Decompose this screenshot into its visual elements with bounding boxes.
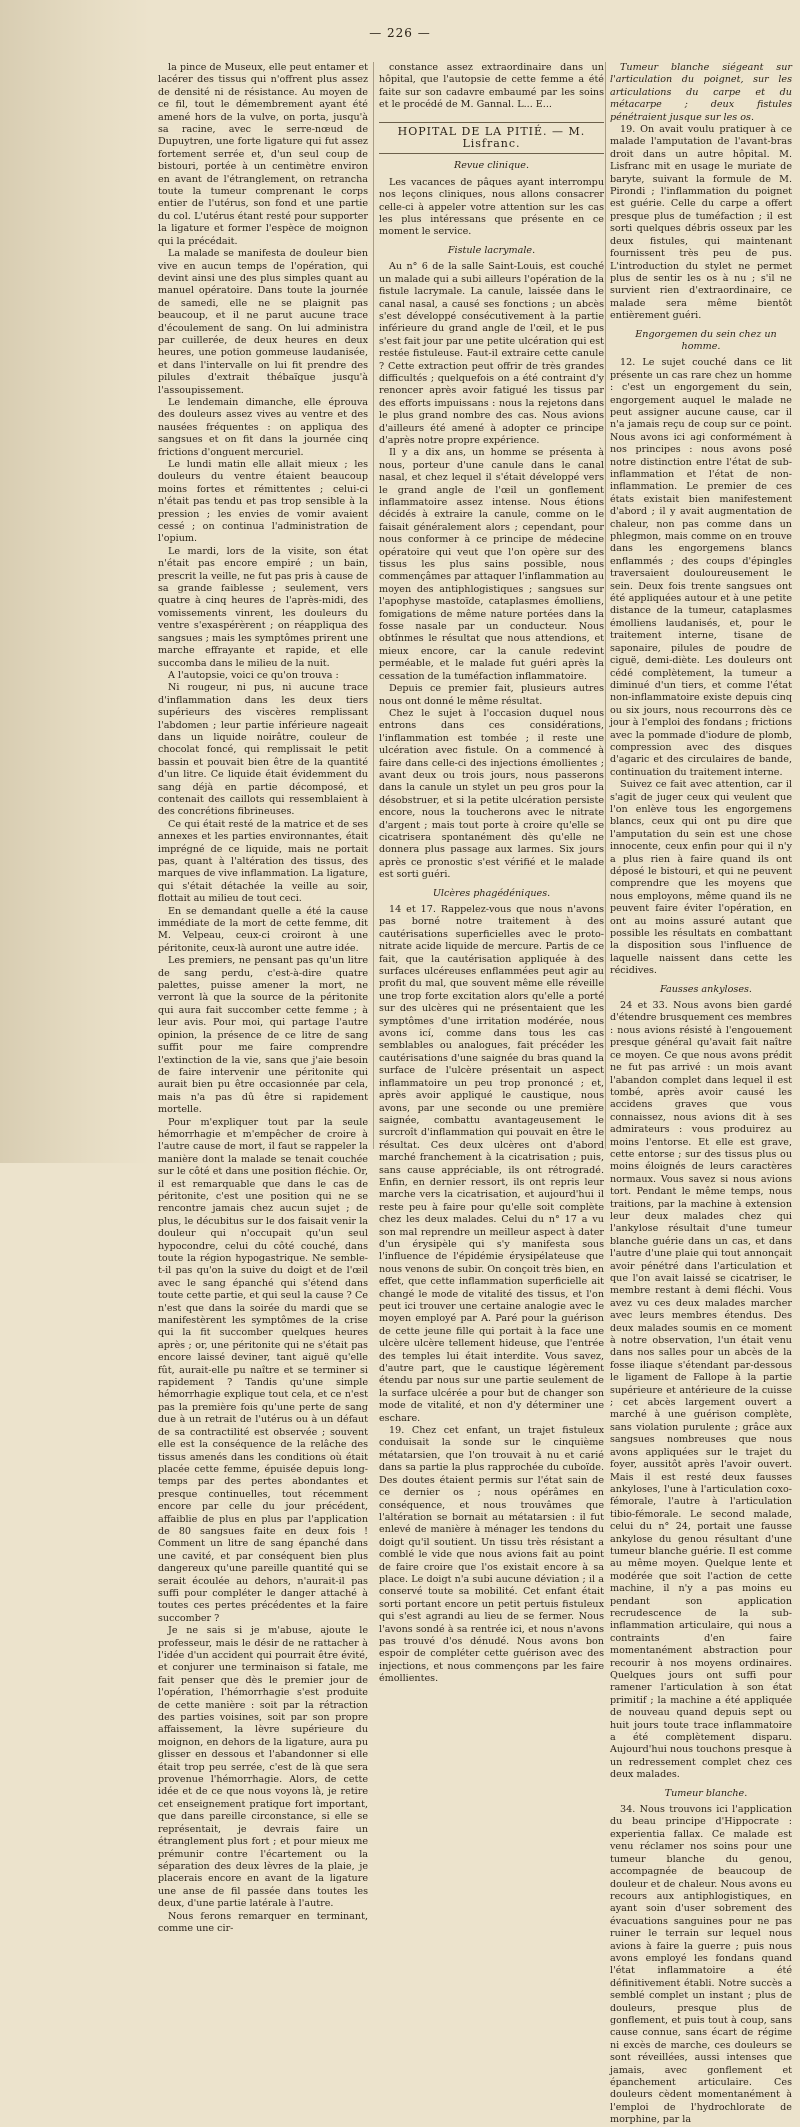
paragraph: 19. Chez cet enfant, un trajet fistuleux conduisait la sonde sur le cinquième métatarsien, que l'on trouvait à nu et carié dans sa partie la plus rapprochée du cuboïde. Des doutes étaient permis sur l'état sain de ce dernier os ; nous opérâmes en conséquence, et nous trouvâmes que l'altération se bornait au métatarsien : il fut enlevé de manière à ménager les tendons du doigt qu'il soutient. Un tissu très résistant a comblé le vide que nous avions fait au point de faire croire que l'os existait encore à sa place. Le doigt n'a subi aucune déviation ; il a conservé toute sa mobilité. Cet enfant était sorti portant encore un petit pertuis fistuleux qui s'est agrandi au lieu de se fermer. Nous l'avons sondé à sa rentrée ici, et nous n'avons pas trouvé d'os dénudé. Nous avons bon espoir de compléter cette guérison avec des injections, et nous commençons par les faire émollientes. bbox=[379, 1425, 604, 1685]
paragraph: 34. Nous trouvons ici l'application du beau principe d'Hippocrate : experientia fallax. Ce malade est venu réclamer nos soins pour une tumeur blanche du genou, accompagnée de beaucoup de douleur et de chaleur. Nous avons eu recours aux antiphlogistiques, en ayant soin d'user sobrement des évacuations sanguines pour ne pas ruiner le terrain sur lequel nous avions à faire la guerre ; puis nous avons employé les fondans quand l'état inflammatoire a été définitivement établi. Notre succès a semblé complet un instant ; plus de douleurs, presque plus de gonflement, et puis tout à coup, sans cause connue, sans écart de régime ni excès de marche, ces douleurs se sont réveillées, aussi intenses que jamais, avec gonflement et épanchement articulaire. Ces douleurs cèdent momentanément à l'emploi de l'hydrochlorate de morphine, par la bbox=[610, 1804, 792, 2126]
case-heading: Fausses ankyloses. bbox=[660, 983, 752, 995]
section-subheading: Revue clinique. bbox=[453, 160, 530, 172]
paragraph: Le lendemain dimanche, elle éprouva des douleurs assez vives au ventre et des nausées fréquentes : on appliqua des sangsues et on fit dans la journée cinq frictions d'onguent mercuriel. bbox=[158, 396, 368, 458]
page-number: — 226 — bbox=[369, 26, 431, 40]
column-left bbox=[158, 62, 368, 1934]
paragraph: Chez le sujet à l'occasion duquel nous entrons dans ces considérations, l'inflammation est tombée ; il reste une ulcération avec fistule. On a commencé à faire dans celle-ci des injections émollientes ; avant deux ou trois jours, nous passerons dans la canule un stylet un peu gros pour la désobstruer, et si la petite ulcération persiste encore, nous la toucherons avec le nitrate d'argent ; mais tout porte à croire qu'elle se cicatrisera spontanément dès qu'elle ne donnera plus passage aux larmes. Six jours après ce pronostic s'est vérifié et le malade est sorti guéri. bbox=[379, 707, 604, 881]
case-heading: Engorgemen du sein chez un homme. bbox=[635, 328, 777, 352]
column-rule bbox=[373, 62, 374, 1149]
paragraph: Depuis ce premier fait, plusieurs autres nous ont donné le même résultat. bbox=[379, 683, 604, 707]
column-middle bbox=[379, 62, 604, 1685]
column-right bbox=[610, 62, 792, 2126]
paragraph: 19. On avait voulu pratiquer à ce malade l'amputation de l'avant-bras droit dans un autre hôpital. M. Lisfranc mit en usage le muriate de baryte, suivant la formule de M. Pirondi ; l'inflammation du poignet est guérie. Celle du carpe a offert presque plus de tuméfaction ; il est sorti quelques débris osseux par les deux fistules, qui maintenant fournissent très peu de pus. L'introduction du stylet ne permet plus de sentir les os à nu ; s'il ne survient rien d'extraordinaire, ce malade sera même bientôt entièrement guéri. bbox=[610, 124, 792, 322]
case-heading: Tumeur blanche. bbox=[664, 1787, 748, 1799]
paragraph: Pour m'expliquer tout par la seule hémorrhagie et m'empêcher de croire à l'autre cause de mort, il faut se rappeler la manière dont la malade se tenait couchée sur le côté et dans une position fléchie. Or, il est remarquable que dans le cas de péritonite, c'est une position qui ne se rencontre jamais chez aucun sujet ; de plus, le décubitus sur le dos faisait venir la douleur qui n'occupait qu'un seul hypocondre, celui du côté couché, dans toute la région hypogastrique. Ne semble-t-il pas qu'on la suive du doigt et de l'œil avec le sang épanché qui s'étend dans toute cette partie, et qui seul la cause ? Ce n'est que dans la soirée du mardi que se manifestèrent les symptômes de la crise qui la fit succomber quelques heures après ; or, une péritonite qui ne s'était pas encore laissé deviner, tant aiguë qu'elle fût, aurait-elle pu naître et se terminer si rapidement ? Tandis qu'une simple hémorrhagie explique tout cela, et ce n'est pas la première fois qu'une perte de sang due à un retrait de l'utérus ou à un défaut de sa contractilité est observée ; souvent elle est la conséquence de la relâche des tissus amenés dans les conditions où était placée cette femme, épuisée depuis long-temps par des pertes abondantes et presque continuelles, tout récemment encore par celle du jour précédent, affaiblie de plus en plus par l'application de 80 sangsues faite en deux fois ! Comment un litre de sang épanché dans une cavité, et par conséquent bien plus dangereux qu'une pareille quantité qui se serait écoulée au dehors, n'aurait-il pas suffi pour compléter le danger attaché à toutes ces pertes précédentes et la faire succomber ? bbox=[158, 1116, 368, 1624]
paragraph: A l'autopsie, voici ce qu'on trouva : bbox=[168, 669, 339, 681]
paragraph: 14 et 17. Rappelez-vous que nous n'avons pas borné notre traitement à des cautérisations superficielles avec le proto-nitrate acide liquide de mercure. Partis de ce fait, que la cautérisation appliquée à des surfaces ulcéreuses enflammées peut agir au profit du mal, que souvent même elle réveille une trop forte excitation alors qu'elle a porté sur des ulcères qui ne présentaient que les symptômes d'une irritation modérée, nous avons icí, comme dans tous les cas semblables ou analogues, fait précéder les cautérisations d'une saignée du bras quand la surface de l'ulcère présentait un aspect inflammatoire un peu trop prononcé ; et, après avoir appliqué le caustique, nous avons, par une seconde ou une première saignée, combattu avantageusement le surcroît d'inflammation qui pouvait en être le résultat. Ces deux ulcères ont d'abord marché franchement à la cicatrisation ; puis, sans cause appréciable, ils ont rétrogradé. Enfin, en dernier ressort, ils ont repris leur marche vers la cicatrisation, et aujourd'hui il reste peu à faire pour qu'elle soit complète chez les deux malades. Celui du n° 17 a vu son mal reprendre un meilleur aspect à dater d'un érysipèle qui s'y manifesta sous l'influence de l'épidémie érysipélateuse que nous venons de subir. On conçoit très bien, en effet, que cette inflammation superficielle ait changé le mode de vitalité des tissus, et l'on peut ici trouver une certaine analogie avec le moyen employé par A. Paré pour la guérison de cette jeune fille qui portait à la face une ulcère ulcère tellement hideuse, que l'entrée des temples lui était interdite. Vous savez, d'autre part, que le caustique légèrement étendu par nous sur une partie seulement de la surface ulcérée a pour but de changer son mode de vitalité, et non d'y déterminer une eschare. bbox=[379, 904, 604, 1424]
paragraph: Le lundi matin elle allait mieux ; les douleurs du ventre étaient beaucoup moins fortes et rémittentes ; celui-ci n'était pas tendu et pas trop sensible à la pression ; les envies de vomir avaient cessé ; on continua l'administration de l'opium. bbox=[158, 459, 368, 545]
paragraph: 24 et 33. Nous avons bien gardé d'étendre brusquement ces membres : nous avions résisté à l'engouement presque général qu'avait fait naître ce moyen. Ce que nous avons prédit ne fut pas arrivé : un mois avant l'abandon complet dans lequel il est tombé, après avoir causé les accidens graves que vous connaissez, nous avions dit à ses admirateurs : vous produirez au moins l'entorse. Et elle est grave, cette entorse ; sur des tissus plus ou moins éloignés de leurs caractères normaux. Vous savez si nous avions tort. Pendant le même temps, nous traitions, par la machine à extension leur deux malades chez qui l'ankylose résultait d'une tumeur blanche guérie dans un cas, et dans l'autre d'une plaie qui tout annonçait avoir pénétré dans l'articulation et que l'on avait laissé se cicatriser, le membre restant à demi fléchi. Vous avez vu ces deux malades marcher avec leurs membres étendus. Des deux malades soumis en ce moment à notre observation, l'un était venu dans nos salles pour un abcès de la fosse iliaque s'étendant par-dessous le ligament de Fallope à la partie supérieure et antérieure de la cuisse ; cet abcès largement ouvert a marché à une guérison complète, sans violation purulente ; grâce aux sangsues nombreuses que nous avons appliquées sur le trajet du foyer, aussitôt après l'avoir ouvert. Mais il est resté deux fausses ankyloses, l'une à l'articulation coxo-fémorale, l'autre à l'articulation tibio-fémorale. Le second malade, celui du n° 24, portait une fausse ankylose du genou résultant d'une tumeur blanche guérie. Il est comme au même moyen. Quelque lente et modérée que soit l'action de cette machine, il n'y a pas moins eu pendant son application recrudescence de la sub-inflammation articulaire, qui nous a contraints d'en faire momentanément abstraction pour recourir à nos moyens ordinaires. Quelques jours ont suffi pour ramener l'articulation à son état primitif ; la machine a été appliquée de nouveau quand depuis sept ou huit jours toute trace inflammatoire a été complètement disparu. Aujourd'hui nous touchons presque à un redressement complet chez ces deux malades. bbox=[610, 1000, 792, 1781]
case-heading: Fistule lacrymale. bbox=[447, 244, 536, 256]
paragraph: La malade se manifesta de douleur bien vive en aucun temps de l'opération, qui devint ainsi une des plus simples quant au manuel opératoire. Dans toute la journée de samedi, elle ne se plaignit pas beaucoup, et il ne parut aucune trace d'écoulement de sang. On lui administra par cuillerée, de deux heures en deux heures, une potion gommeuse laudanisée, et dans l'intervalle on lui fit prendre des pilules d'extrait thébaïque jusqu'à l'assoupissement. bbox=[158, 248, 368, 396]
paragraph: Les premiers, ne pensant pas qu'un litre de sang perdu, c'est-à-dire quatre palettes, puisse amener la mort, ne verront là que la source de la péritonite qui aura fait succomber cette femme ; à leur avis. Pour moi, qui partage l'autre opinion, la présence de ce litre de sang suffit pour me faire comprendre l'extinction de la vie, sans que j'aie besoin de faire intervenir une péritonite qui aurait bien pu être occasionnée par cela, mais n'a pas dû être si rapidement mortelle. bbox=[158, 955, 368, 1116]
binding-gutter bbox=[0, 0, 150, 1163]
section-heading: HOPITAL DE LA PITIÉ. — M. Lisfranc. bbox=[379, 122, 604, 155]
paragraph: Les vacances de pâques ayant interrompu nos leçons cliniques, nous allons consacrer celle-ci à appeler votre attention sur les cas les plus intéressans que présente en ce moment le service. bbox=[379, 176, 604, 238]
paragraph: la pince de Museux, elle peut entamer et lacérer des tissus qui n'offrent plus assez de densité ni de résistance. Au moyen de ce fil, tout le démembrement ayant été amené hors de la vulve, on porta, jusqu'à sa racine, avec le serre-nœud de Dupuytren, une forte ligature qui fut assez fortement serrée et, d'un seul coup de bistouri, portée à un centimètre environ en avant de l'étranglement, on retrancha toute la tumeur comprenant le corps entier de l'utérus, son fond et une partie du col. L'utérus étant resté pour supporter la ligature et former l'espèce de moignon qui la précédait. bbox=[158, 62, 368, 247]
paragraph: Le mardi, lors de la visite, son état n'était pas encore empiré ; un bain, prescrit la veille, ne fut pas pris à cause de sa grande faiblesse ; seulement, vers quatre à cinq heures de l'après-midi, des vomissements vinrent, les douleurs du ventre s'exaspérèrent ; on réappliqua des sangsues ; mais les symptômes prirent une marche effrayante et rapide, et elle succomba dans le milieu de la nuit. bbox=[158, 545, 368, 669]
case-heading: Ulcères phagédéniques. bbox=[432, 887, 551, 899]
paragraph: Au n° 6 de la salle Saint-Louis, est couché un malade qui a subi ailleurs l'opération de la fistule lacrymale. La canule, laissée dans le canal nasal, a causé ses fonctions ; un abcès s'est développé consécutivement à la partie inférieure du grand angle de l'œil, et le pus s'est fait jour par une petite ulcération qui est restée fistuleuse. Faut-il extraire cette canule ? Cette extraction peut offrir de très grandes difficultés ; quelquefois on a été contraint d'y renoncer après avoir fatigué les tissus par des efforts impuissans : nous la rejetons dans le plus grand nombre des cas. Nous avions d'ailleurs été amené à adopter ce principe d'après notre propre expérience. bbox=[379, 261, 604, 446]
paragraph: Ni rougeur, ni pus, ni aucune trace d'inflammation dans les deux tiers supérieurs des viscères remplissant l'abdomen ; leur partie inférieure nageait dans un liquide noirâtre, couleur de chocolat foncé, qui remplissait le petit bassin et pouvait bien être de la quantité d'un litre. Ce liquide était évidemment du sang déjà en partie décomposé, et contenait des caillots qui ressemblaient à des concrétions fibrineuses. bbox=[158, 682, 368, 818]
paragraph: Je ne sais si je m'abuse, ajoute le professeur, mais le désir de ne rattacher à l'idée d'un accident qui pourrait être évité, et conjurer une terminaison si fatale, me fait penser que dès le premier jour de l'opération, l'hémorrhagie s'est produite de cette manière : soit par la rétraction des parties voisines, soit par son propre affaissement, la lèvre supérieure du moignon, en dehors de la ligature, aura pu glisser en dessous et l'abandonner si elle était trop peu serrée, c'est de là que sera provenue l'hémorrhagie. Alors, de cette idée et de ce que nous voyons là, je retire cet enseignement pratique fort important, que dans pareille circonstance, si elle se représentait, je devrais faire un étranglement plus fort ; et pour mieux me prémunir contre l'écartement ou la séparation des deux lèvres de la plaie, je placerais encore en avant de la ligature une anse de fil passée dans toutes les deux, d'une partie latérale à l'autre. bbox=[158, 1625, 368, 1910]
paragraph: constance assez extraordinaire dans un hôpital, que l'autopsie de cette femme a été faite sur son cadavre embaumé par les soins et le procédé de M. Gannal. L... E... bbox=[379, 62, 604, 111]
paragraph: En se demandant quelle a été la cause immédiate de la mort de cette femme, dit M. Velpeau, ceux-ci croiront à une péritonite, ceux-là auront une autre idée. bbox=[158, 905, 368, 954]
paragraph: Nous ferons remarquer en terminant, comme une cir- bbox=[158, 1910, 368, 1934]
paragraph: 12. Le sujet couché dans ce lit présente un cas rare chez un homme : c'est un engorgement du sein, engorgement auquel le malade ne peut assigner aucune cause, car il n'a jamais reçu de coup sur ce point. Nous avons ici agi conformément à nos principes : nous avons posé notre distinction entre l'état de sub-inflammation et l'état de non-inflammation. Le premier de ces états existait bien manifestement d'abord ; il y avait augmentation de chaleur, non pas comme dans un phlegmon, mais comme on en trouve dans les engorgemens blancs enflammés ; des coups d'épingles traversaient douloureusement le sein. Deux fois trente sangsues ont été appliquées autour et à une petite distance de la tumeur, cataplasmes émolliens laudanisés, et, pour le traitement interne, tisane de saponaire, pilules de poudre de ciguë, demi-diète. Les douleurs ont cédé complètement, la tumeur a diminué d'un tiers, et comme l'état non-inflammatoire existe depuis cinq ou six jours, nous recourrons dès ce jour à l'emploi des fondans ; frictions avec la pommade d'iodure de plomb, compression avec des disques d'agaric et des circulaires de bande, continuation du traitement interne. bbox=[610, 357, 792, 778]
paragraph: Suivez ce fait avec attention, car il s'agit de juger ceux qui veulent que l'on enlève tous les engorgemens blancs, ceux qui ont pu dire que l'amputation du sein est une chose innocente, ceux enfin pour qui il n'y a plus rien à faire quand ils ont déposé le bistouri, et qui ne peuvent comprendre que les moyens que nous employons, même quand ils ne peuvent faire éviter l'opération, en ont au moins assuré autant que possible les résultats en combattant la disposition sous l'influence de laquelle naissent dans cette les récidives. bbox=[610, 779, 792, 977]
column-rule bbox=[605, 62, 606, 1149]
paragraph: Il y a dix ans, un homme se présenta à nous, porteur d'une canule dans le canal nasal, et chez lequel il s'était développé vers le grand angle de l'œil un gonflement inflammatoire assez intense. Nous étions décidés à extraire la canule, comme on le faisait généralement alors ; cependant, pour nous conformer à ce principe de médecine opératoire qui veut que l'on opère sur des tissus les plus sains possible, nous commençâmes par attaquer l'inflammation au moyen des antiphlogistiques ; sangsues sur l'apophyse mastoïde, cataplasmes émolliens, fomigations de même nature portées dans la fosse nasale par un conducteur. Nous obtînmes le résultat que nous attendions, et mieux encore, car la canule redevint perméable, et le malade fut guéri après la cessation de la tuméfaction inflammatoire. bbox=[379, 447, 604, 682]
case-heading: Tumeur blanche siégeant sur l'articulation du poignet, sur les articulations du carpe et du métacarpe ; deux fistules pénétraient jusque sur les os. bbox=[610, 62, 792, 123]
paragraph: Ce qui était resté de la matrice et de ses annexes et les parties environnantes, était imprégné de ce liquide, mais ne portait pas, quant à l'altération des tissus, des marques de vive inflammation. La ligature, qui s'était détachée la veille au soir, flottait au milieu de tout ceci. bbox=[158, 818, 368, 905]
